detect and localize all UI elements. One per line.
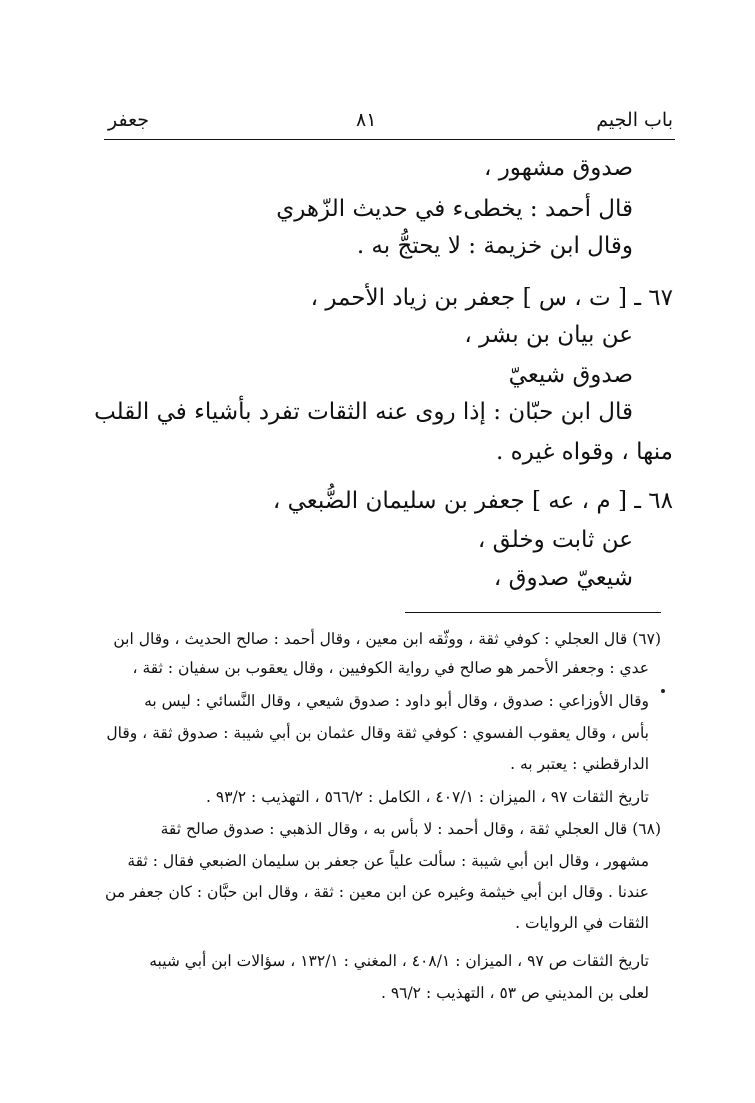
footnote-line: تاريخ الثقات ص ٩٧ ، الميزان : ٤٠٨/١ ، المغني : ١٣٢/١ ، سؤالات ابن أبي شيبه [149,952,649,970]
body-line: عن ثابت وخلق ، [477,527,633,553]
body-line: صدوق مشهور ، [483,155,633,181]
footnote-rule [405,612,661,613]
footnote-line: وقال الأوزاعي : صدوق ، وقال أبو داود : صدوق شيعي ، وقال النَّسائي : ليس به [144,692,649,710]
body-line: شيعيّ صدوق ، [493,565,633,591]
footnote-line: مشهور ، وقال ابن أبي شيبة : سألت علياً عن جعفر بن سليمان الضبعي فقال : ثقة [127,852,649,870]
footnote-line: عندنا . وقال ابن أبي خيثمة وغيره عن ابن معين : ثقة ، وقال ابن حبَّان : كان جعفر من [105,883,649,901]
footnote-line: عدي : وجعفر الأحمر هو صالح في رواية الكوفيين ، وقال يعقوب بن سفيان : ثقة ، [132,659,649,677]
entry-heading-68: ٦٨ ـ [ م ، عه ] جعفر بن سليمان الضُّبعي ، [272,488,673,514]
body-line: منها ، وقواه غيره . [496,439,673,465]
footnote-line: (٦٧) قال العجلي : كوفي ثقة ، ووثّقه ابن معين ، وقال أحمد : صالح الحديث ، وقال ابن [113,630,661,648]
body-line: وقال ابن خزيمة : لا يحتجُّ به . [356,233,633,259]
footnote-line: الثقات في الروايات . [515,914,649,932]
footnote-line: الدارقطني : يعتبر به . [510,755,649,773]
body-line: قال ابن حبّان : إذا روى عنه الثقات تفرد بأشياء في القلب [94,399,633,425]
body-line: عن بيان بن بشر ، [464,322,633,348]
footnote-line: لعلى بن المديني ص ٥٣ ، التهذيب : ٩٦/٢ . [380,984,649,1002]
footnote-line: (٦٨) قال العجلي ثقة ، وقال أحمد : لا بأس به ، وقال الذهبي : صدوق صالح ثقة [160,820,661,838]
body-line: صدوق شيعيّ [508,362,633,388]
body-line: قال أحمد : يخطىء في حديث الزّهري [276,196,633,222]
header-rule [104,139,675,140]
footnote-line: تاريخ الثقات ٩٧ ، الميزان : ٤٠٧/١ ، الكامل : ٥٦٦/٢ ، التهذيب : ٩٣/٢ . [206,788,649,806]
running-header-chapter: باب الجيم [596,109,673,131]
print-speck [661,689,665,693]
footnote-line: بأس ، وقال يعقوب الفسوي : كوفي ثقة وقال عثمان بن أبي شيبة : صدوق ثقة ، وقال [106,724,649,742]
entry-heading-67: ٦٧ ـ [ ت ، س ] جعفر بن زياد الأحمر ، [310,285,673,311]
running-header-entry: جعفر [108,109,150,131]
page-number: ٨١ [356,109,377,131]
